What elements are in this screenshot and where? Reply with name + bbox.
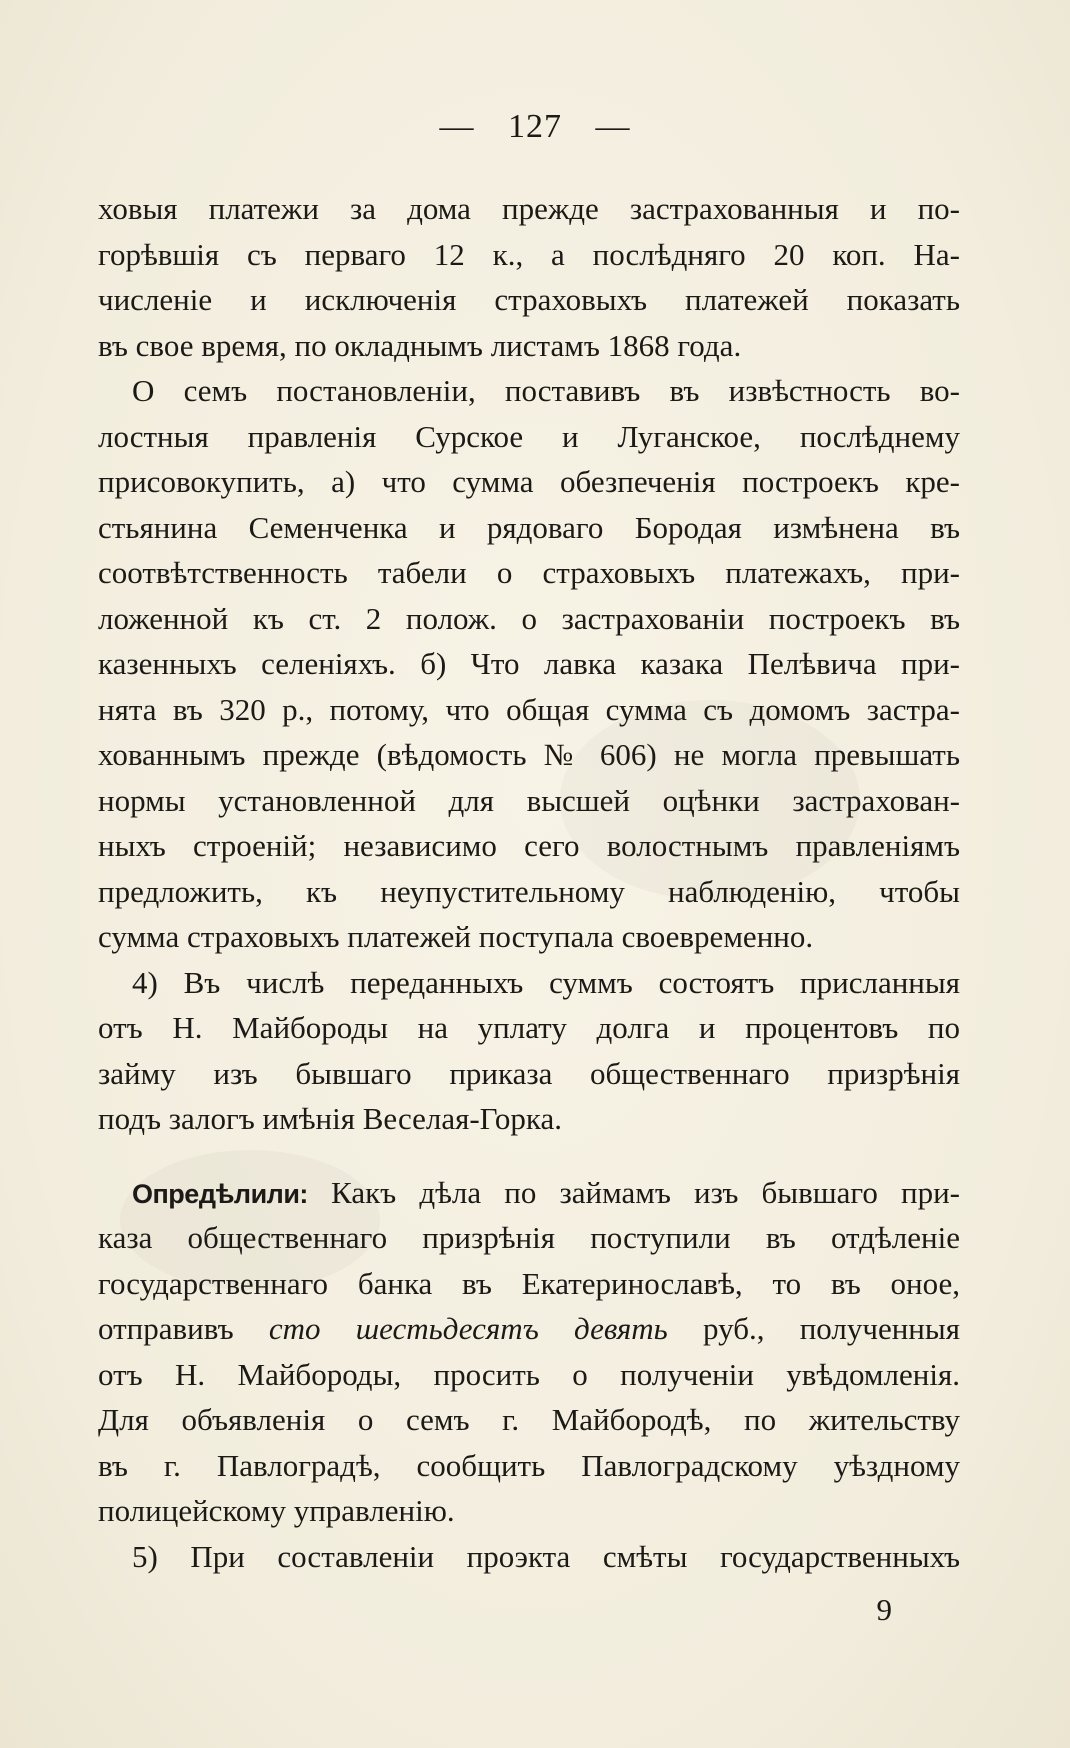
text-line: лостныя правленія Сурское и Луганское, послѣднему (98, 418, 960, 454)
text-fragment: руб., полученныя (667, 1311, 960, 1346)
text-line: государственнаго банка въ Екатеринославѣ, то въ оное, (98, 1265, 960, 1301)
text-line: сумма страховыхъ платежей поступала своевременно. (98, 919, 814, 954)
paragraph-5 (98, 1534, 960, 1580)
text-line: отъ Н. Майбороды, просить о полученіи увѣдомленія. (98, 1356, 960, 1392)
text-line: отъ Н. Майбороды на уплату долга и процентовъ по (98, 1010, 960, 1045)
header-dash-left: — (439, 108, 475, 145)
paragraph-2 (98, 368, 960, 960)
text-line: нормы установленной для высшей оцѣнки застрахован- (98, 782, 960, 818)
text-line: ныхъ строеній; независимо сего волостнымъ правленіямъ (98, 828, 960, 863)
paragraph-gap (98, 1142, 960, 1170)
text-line: предложить, къ неупустительному наблюденію, чтобы (98, 873, 960, 909)
text-line: каза общественнаго призрѣнія поступили въ отдѣленіе (98, 1220, 960, 1255)
paragraph-1 (98, 186, 960, 368)
header-dash-right: — (595, 108, 631, 145)
page-number: 127 (508, 108, 562, 145)
signature-mark: 9 (876, 1592, 892, 1627)
text-line: хованнымъ прежде (вѣдомость № 606) не могла превышать (98, 737, 960, 772)
text-line: полицейскому управленію. (98, 1493, 455, 1528)
paragraph-3 (98, 960, 960, 1142)
text-line: ложенной къ ст. 2 полож. о застрахованіи построекъ въ (98, 600, 960, 636)
text-line: подъ залогъ имѣнія Веселая-Горка. (98, 1101, 562, 1136)
text-line (98, 1306, 960, 1352)
amount-in-words: сто шестьдесятъ девять (268, 1311, 668, 1346)
text-line: численіе и исключенія страховыхъ платежей показать (98, 282, 960, 317)
text-line: присовокупить, а) что сумма обезпеченія построекъ кре- (98, 464, 960, 499)
text-line: 5) При составленіи проэкта смѣты государственныхъ (132, 1538, 960, 1574)
text-line: займу изъ бывшаго приказа общественнаго призрѣнія (98, 1055, 960, 1091)
text-line: казенныхъ селеніяхъ. б) Что лавка казака Пелѣвича при- (98, 646, 960, 681)
text-line: О семъ постановленіи, поставивъ въ извѣстность во- (132, 373, 960, 408)
text-line: 4) Въ числѣ переданныхъ суммъ состоятъ присланныя (132, 964, 960, 1000)
paragraph-4 (98, 1170, 960, 1534)
text-line: въ г. Павлоградѣ, сообщить Павлоградскому уѣздному (98, 1447, 960, 1483)
text-line: стьянина Семенченка и рядоваго Бородая измѣнена въ (98, 509, 960, 545)
page-header (0, 108, 1070, 146)
text-line: въ свое время, по окладнымъ листамъ 1868 года. (98, 327, 742, 363)
text-line: нята въ 320 р., потому, что общая сумма съ домомъ застра- (98, 691, 960, 727)
text-line: горѣвшія съ перваго 12 к., а послѣдняго 20 коп. На- (98, 236, 960, 272)
text-line (98, 1170, 960, 1216)
text-line: ховыя платежи за дома прежде застрахованныя и по- (98, 191, 960, 226)
body-text (98, 186, 960, 1579)
text-line: соотвѣтственность табели о страховыхъ платежахъ, при- (98, 555, 960, 590)
resolution-text: Какъ дѣла по займамъ изъ бывшаго при- (307, 1174, 960, 1210)
text-fragment: отправивъ (98, 1311, 269, 1346)
resolution-label: Опредѣлили: (132, 1178, 308, 1209)
text-line: Для объявленія о семъ г. Майбородѣ, по жительству (98, 1402, 960, 1437)
